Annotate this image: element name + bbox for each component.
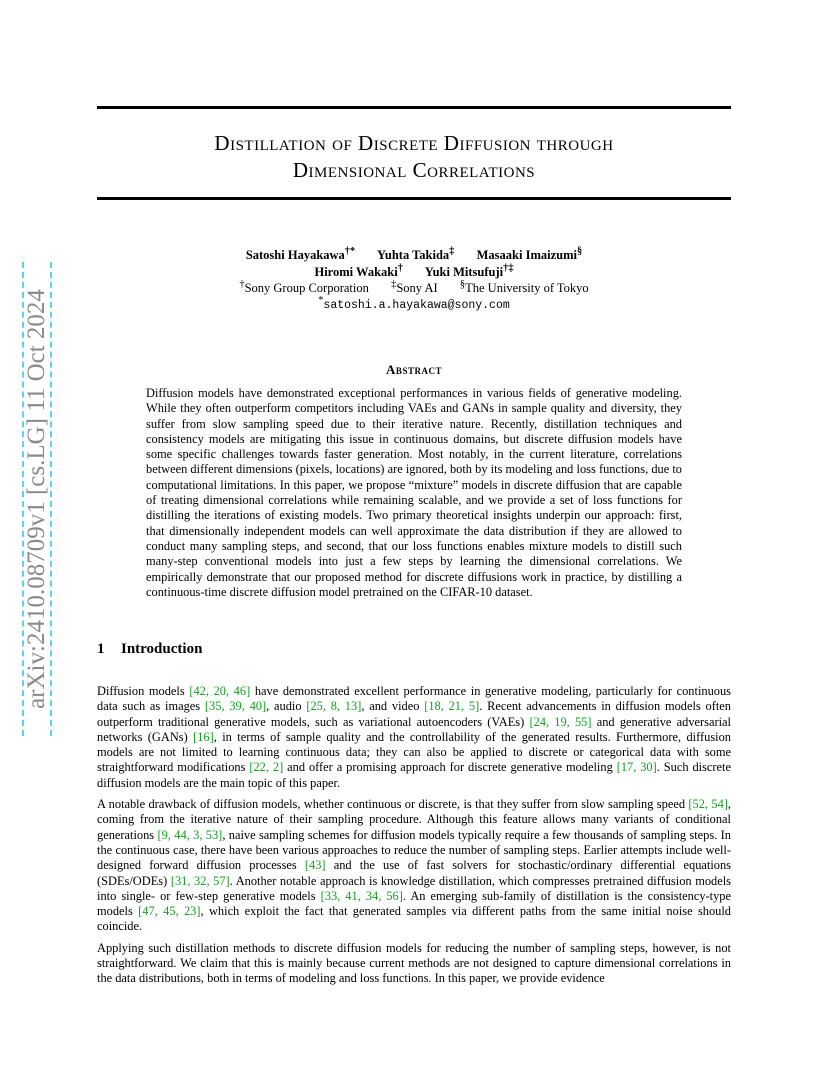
section-title: Introduction — [121, 641, 203, 657]
text-run: and generative adversarial networks (GANs) — [97, 714, 731, 744]
paragraph — [97, 941, 731, 987]
citation-link[interactable]: [24, 19, 55] — [529, 714, 592, 729]
citation-link[interactable]: [43] — [304, 858, 326, 873]
citation-link[interactable]: [35, 39, 40] — [204, 699, 267, 714]
citation-link[interactable]: [42, 20, 46] — [189, 684, 251, 698]
text-run: have demonstrated excellent performance in generative modeling, particularly for continuous data such as images — [97, 684, 731, 714]
author-name: Satoshi Hayakawa — [245, 248, 345, 263]
citation-link[interactable]: [18, 21, 5] — [424, 699, 480, 714]
paper-title-line-1: Distillation of Discrete Diffusion through — [214, 131, 614, 155]
author-mark: †* — [344, 246, 356, 257]
text-run: and offer a promising approach for discrete generative modeling — [283, 760, 617, 775]
text-run: , audio — [266, 699, 307, 714]
text-run: . Such discrete diffusion models are the main topic of this paper. — [97, 760, 731, 790]
text-run: A notable drawback of diffusion models, whether continuous or discrete, is that they suffer from slow sampling speed — [97, 797, 689, 812]
paragraph — [97, 797, 731, 935]
text-run: Diffusion models — [97, 684, 190, 698]
affiliation-name: Sony Group Corporation — [244, 281, 369, 296]
author-email: satoshi.a.hayakawa@sony.com — [323, 299, 510, 313]
author-mark: ‡ — [449, 246, 455, 257]
citation-link[interactable]: [16] — [193, 729, 214, 744]
citation-link[interactable]: [22, 2] — [249, 760, 284, 775]
author-line-2 — [97, 263, 731, 280]
citation-link[interactable]: [9, 44, 3, 53] — [157, 827, 223, 842]
text-run: . An emerging sub-family of distillation is the consistency-type models — [97, 888, 731, 919]
email-mark: * — [318, 295, 324, 306]
citation-link[interactable]: [33, 41, 34, 56] — [320, 888, 403, 903]
text-run: , coming from the iterative nature of their sampling procedure. Although this feature allows many variants of conditional generations — [97, 797, 731, 842]
citation-link[interactable]: [31, 32, 57] — [170, 873, 230, 888]
arxiv-sidebar — [22, 262, 52, 736]
affiliations — [97, 279, 731, 296]
text-run: . Recent advancements in diffusion models often outperform traditional generative models, such as variational autoencoders (VAEs) — [97, 699, 731, 729]
author-name: Yuhta Takida — [377, 248, 450, 263]
email-line — [97, 295, 731, 312]
abstract-heading: Abstract — [386, 362, 442, 377]
author-name: Hiromi Wakaki — [314, 265, 398, 280]
affiliation-mark: † — [239, 279, 245, 290]
section-heading-introduction — [97, 641, 202, 658]
author-mark: †‡ — [503, 263, 514, 274]
citation-link[interactable]: [17, 30] — [616, 760, 657, 775]
citation-link[interactable]: [47, 45, 23] — [138, 904, 201, 919]
author-mark: † — [397, 263, 403, 274]
paragraph — [97, 684, 731, 791]
arxiv-identifier: arXiv:2410.08709v1 [cs.LG] 11 Oct 2024 — [23, 289, 50, 709]
title-rule-top — [97, 106, 731, 109]
affiliation-mark: § — [459, 279, 466, 290]
text-run: , which exploit the fact that generated samples via different paths from the same initial noise should coincide. — [97, 904, 731, 934]
title-rule-bottom — [97, 197, 731, 200]
text-run: and the use of fast solvers for stochastic/ordinary differential equations (SDEs/ODEs) — [97, 858, 731, 888]
text-run: , and video — [361, 699, 425, 714]
text-run: Applying such distillation methods to discrete diffusion models for reducing the number of sampling steps, however, is not straightforward. We claim that this is mainly because current methods are not designed to capture dimensional correlations in the data distributions, both in terms of modeling and loss functions. In this paper, we provide evidence — [97, 940, 731, 986]
author-name: Yuki Mitsufuji — [424, 265, 504, 280]
author-mark: § — [576, 246, 583, 257]
affiliation-name: The University of Tokyo — [465, 281, 589, 296]
text-run: , in terms of sample quality and the controllability of the generated results. Furthermore, diffusion models are not limited to learning continuous data; they can also be applied to discrete or categorical data with some straightforward modifications — [97, 729, 731, 775]
affiliation-name: Sony AI — [396, 281, 438, 296]
author-line-1 — [97, 246, 731, 263]
section-number: 1 — [97, 641, 105, 657]
citation-link[interactable]: [52, 54] — [688, 797, 728, 812]
paper-title-line-2: Dimensional Correlations — [292, 158, 536, 182]
text-run: . Another notable approach is knowledge distillation, which compresses pretrained diffusion models into single- or few-step generative models — [97, 873, 731, 903]
author-name: Masaaki Imaizumi — [476, 248, 577, 263]
abstract-text: Diffusion models have demonstrated exceptional performances in various fields of generative modeling. While they often outperform competitors including VAEs and GANs in sample quality and diversity, they suffer from slow sampling speed due to their iterative nature. Recently, distillation techniques and consistency models are mitigating this issue in continuous domains, but discrete diffusion models have some specific challenges towards faster generation. Most notably, in the current literature, correlations between different dimensions (pixels, locations) are ignored, both by its modeling and loss functions, due to computational limitations. In this paper, we propose “mixture” models in discrete diffusion that are capable of treating dimensional correlations while remaining scalable, and we provide a set of loss functions for distilling the iterations of existing models. Two primary theoretical insights underpin our approach: first, that dimensionally independent models can well approximate the data distribution if they are allowed to conduct many sampling steps, and second, that our loss functions enables mixture models to distill such many-step conventional models into just a few steps by learning the dimensional correlations. We empirically demonstrate that our proposed method for discrete diffusions work in practice, by distilling a continuous-time discrete diffusion model pretrained on the CIFAR-10 dataset. — [146, 386, 682, 599]
text-run: , naive sampling schemes for diffusion models typically require a few thousands of sampling steps. In the continuous case, there have been various approaches to reduce the number of sampling steps. Earlier attempts include well-designed forward diffusion processes — [97, 827, 731, 873]
introduction-body — [97, 684, 731, 993]
affiliation-mark: ‡ — [391, 279, 397, 290]
citation-link[interactable]: [25, 8, 13] — [306, 699, 362, 714]
